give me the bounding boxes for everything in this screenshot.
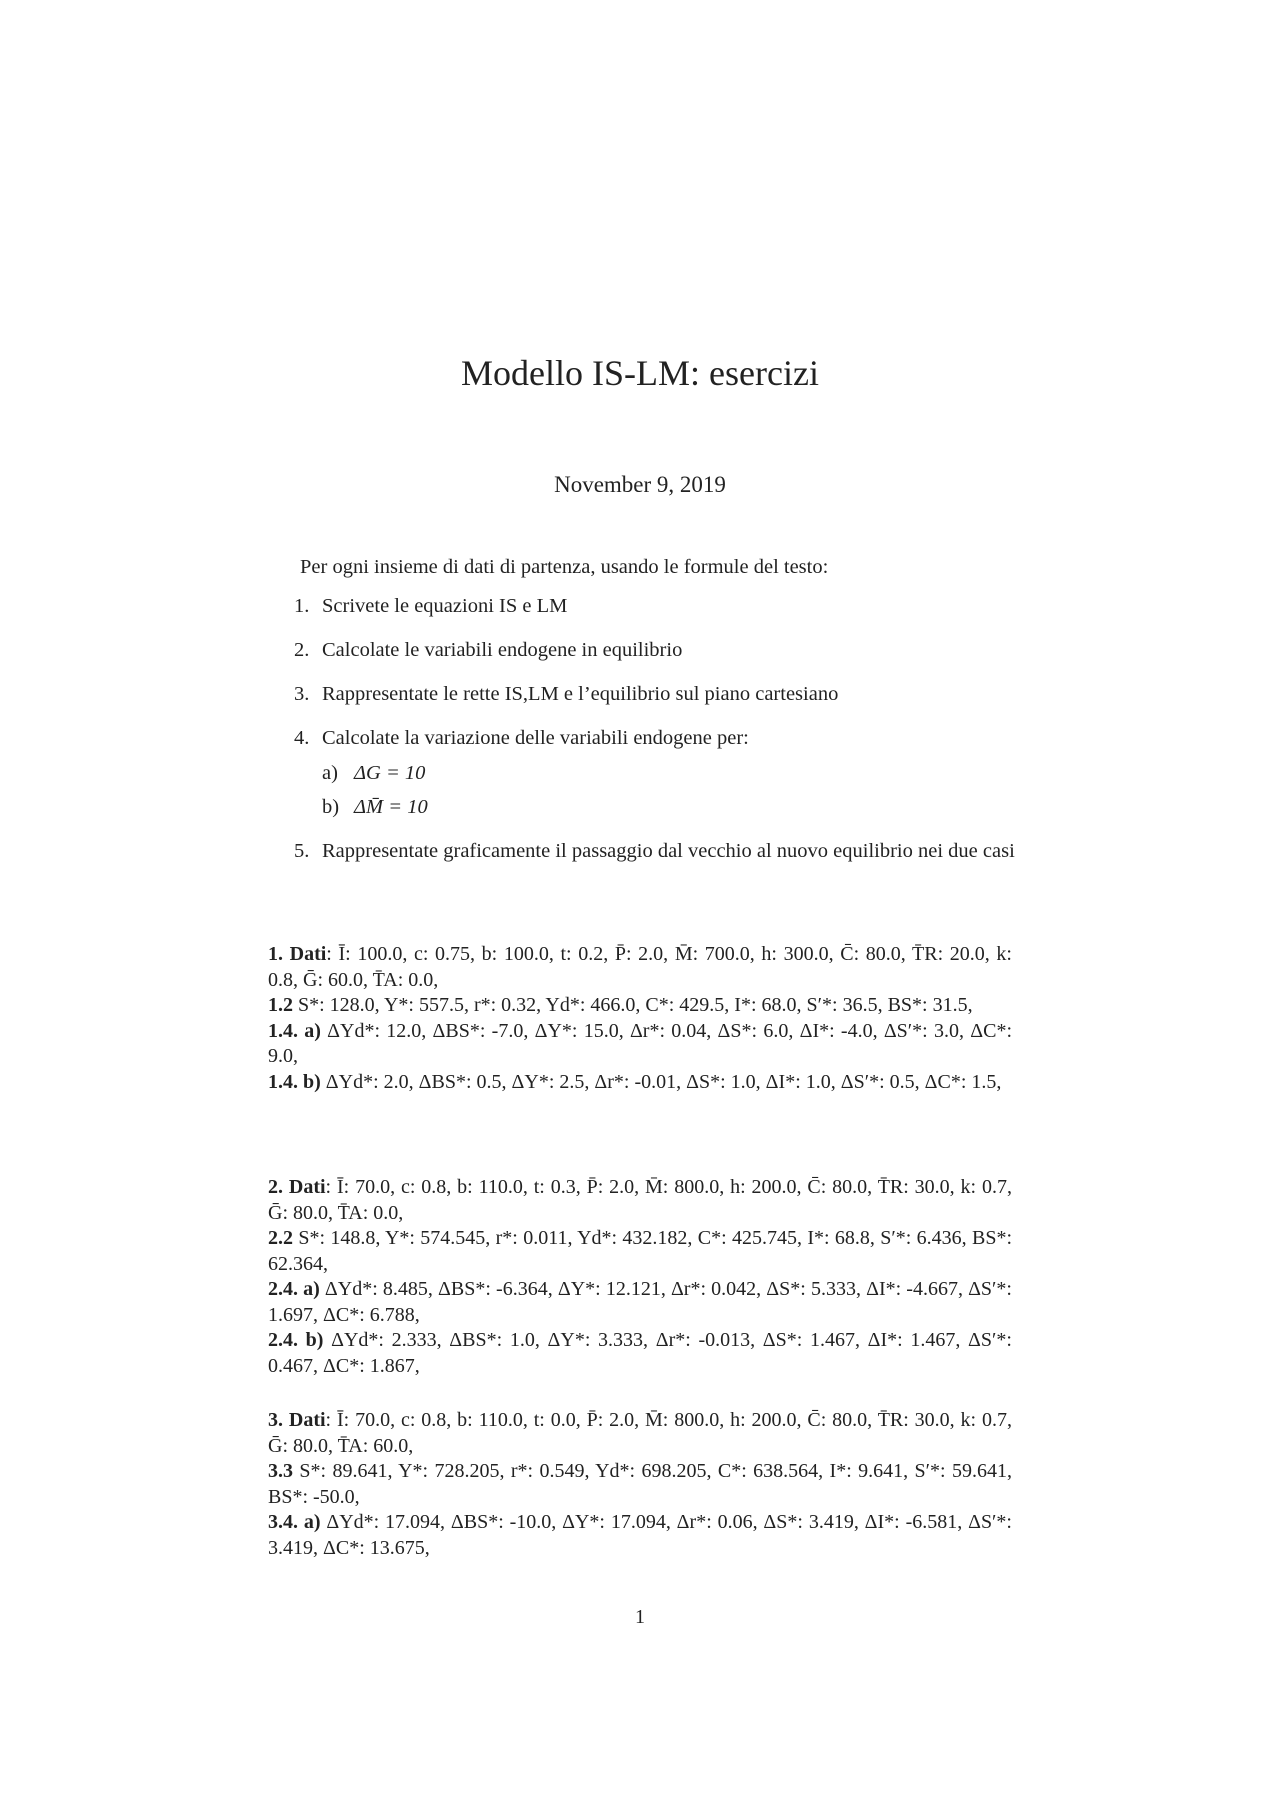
subtask-list bbox=[322, 761, 1020, 820]
task-number: 1. bbox=[294, 595, 310, 617]
task-item bbox=[290, 839, 1020, 864]
task-number: 2. bbox=[294, 639, 310, 661]
exercise-variation-a-heading: 3.4. a) bbox=[268, 1511, 321, 1533]
exercise-data bbox=[268, 942, 1012, 993]
exercise-variation-b-heading: 2.4. b) bbox=[268, 1329, 324, 1351]
task-text: Scrivete le equazioni IS e LM bbox=[322, 595, 568, 617]
exercise-variation-a-values: ΔYd*: 12.0, ΔBS*: -7.0, ΔY*: 15.0, Δr*: 0.04, ΔS*: 6.0, ΔI*: -4.0, ΔS′*: 3.0, ΔC*: 9.0, bbox=[268, 1019, 1012, 1067]
exercise-equilibrium-values: S*: 128.0, Y*: 557.5, r*: 0.32, Yd*: 466.0, C*: 429.5, I*: 68.0, S′*: 36.5, BS*: 31.5, bbox=[293, 994, 973, 1016]
exercise-block bbox=[268, 1408, 1012, 1561]
task-item bbox=[290, 726, 1020, 820]
exercise-data bbox=[268, 1408, 1012, 1459]
subtask-item bbox=[322, 761, 1020, 786]
subtask-item bbox=[322, 795, 1020, 820]
task-number: 4. bbox=[294, 727, 310, 749]
page-number: 1 bbox=[635, 1606, 645, 1628]
task-text: Rappresentate graficamente il passaggio dal vecchio al nuovo equilibrio nei due casi bbox=[322, 840, 1015, 862]
exercise-variation-a-values: ΔYd*: 8.485, ΔBS*: -6.364, ΔY*: 12.121, Δr*: 0.042, ΔS*: 5.333, ΔI*: -4.667, ΔS′*: 1.697, ΔC*: 6.788, bbox=[268, 1278, 1012, 1326]
subtask-label: a) bbox=[322, 762, 338, 784]
exercise-equilibrium-values: S*: 148.8, Y*: 574.545, r*: 0.011, Yd*: 432.182, C*: 425.745, I*: 68.8, S′*: 6.436, BS*: 62.364, bbox=[268, 1227, 1012, 1275]
exercise-equilibrium-heading: 2.2 bbox=[268, 1227, 293, 1249]
exercise-equilibrium bbox=[268, 1226, 1012, 1277]
subtask-label: b) bbox=[322, 796, 340, 818]
exercise-block bbox=[268, 1175, 1012, 1379]
task-text: Rappresentate le rette IS,LM e l’equilibrio sul piano cartesiano bbox=[322, 683, 839, 705]
exercise-variation-a bbox=[268, 1277, 1012, 1328]
exercise-variation-b-heading: 1.4. b) bbox=[268, 1070, 321, 1093]
task-number: 3. bbox=[294, 683, 310, 705]
exercise-data bbox=[268, 1175, 1012, 1226]
exercise-equilibrium bbox=[268, 1459, 1012, 1510]
exercise-equilibrium-heading: 1.2 bbox=[268, 994, 293, 1016]
document-title: Modello IS-LM: esercizi bbox=[461, 353, 819, 393]
exercise-variation-a bbox=[268, 1019, 1012, 1070]
exercise-equilibrium-values: S*: 89.641, Y*: 728.205, r*: 0.549, Yd*: 698.205, C*: 638.564, I*: 9.641, S′*: 59.641, BS*: -50.0, bbox=[268, 1460, 1012, 1508]
exercise-data-heading: 3. Dati bbox=[268, 1409, 326, 1431]
exercise-variation-a-heading: 1.4. a) bbox=[268, 1019, 321, 1042]
exercise-data-values: : Ī: 70.0, c: 0.8, b: 110.0, t: 0.3, P̄: 2.0, M̄: 800.0, h: 200.0, C̄: 80.0, T̄R: 30.0, k: 0.7, Ḡ: 80.0, T̄A: 0.0, bbox=[268, 1176, 1012, 1224]
task-item bbox=[290, 682, 1020, 707]
exercise-variation-b bbox=[268, 1328, 1012, 1379]
task-text: Calcolate la variazione delle variabili endogene per: bbox=[322, 727, 749, 749]
exercise-variation-a-heading: 2.4. a) bbox=[268, 1278, 320, 1300]
exercise-equilibrium bbox=[268, 993, 1012, 1019]
task-list bbox=[290, 594, 1020, 883]
task-item bbox=[290, 594, 1020, 619]
task-number: 5. bbox=[294, 840, 310, 862]
subtask-text: ΔG = 10 bbox=[354, 762, 426, 784]
exercise-data-values: : Ī: 70.0, c: 0.8, b: 110.0, t: 0.0, P̄: 2.0, M̄: 800.0, h: 200.0, C̄: 80.0, T̄R: 30.0, k: 0.7, Ḡ: 80.0, T̄A: 60.0, bbox=[268, 1409, 1012, 1457]
subtask-text: ΔM̄ = 10 bbox=[354, 796, 428, 818]
exercise-variation-b bbox=[268, 1070, 1012, 1096]
exercise-block bbox=[268, 942, 1012, 1095]
task-item bbox=[290, 638, 1020, 663]
task-text: Calcolate le variabili endogene in equilibrio bbox=[322, 639, 683, 661]
exercise-data-heading: 1. Dati bbox=[268, 943, 327, 965]
exercise-variation-a bbox=[268, 1510, 1012, 1561]
exercise-variation-b-values: ΔYd*: 2.333, ΔBS*: 1.0, ΔY*: 3.333, Δr*: -0.013, ΔS*: 1.467, ΔI*: 1.467, ΔS′*: 0.467, ΔC*: 1.867, bbox=[268, 1329, 1012, 1377]
exercise-equilibrium-heading: 3.3 bbox=[268, 1460, 293, 1482]
exercise-data-values: : Ī: 100.0, c: 0.75, b: 100.0, t: 0.2, P̄: 2.0, M̄: 700.0, h: 300.0, C̄: 80.0, T̄R: 20.0, k: 0.8, Ḡ: 60.0, T̄A: 0.0, bbox=[268, 943, 1012, 991]
exercise-variation-a-values: ΔYd*: 17.094, ΔBS*: -10.0, ΔY*: 17.094, Δr*: 0.06, ΔS*: 3.419, ΔI*: -6.581, ΔS′*: 3.419, ΔC*: 13.675, bbox=[268, 1511, 1012, 1559]
exercise-data-heading: 2. Dati bbox=[268, 1176, 326, 1198]
document-date: November 9, 2019 bbox=[554, 472, 726, 497]
exercise-variation-b-values: ΔYd*: 2.0, ΔBS*: 0.5, ΔY*: 2.5, Δr*: -0.01, ΔS*: 1.0, ΔI*: 1.0, ΔS′*: 0.5, ΔC*: 1.5, bbox=[320, 1070, 1002, 1093]
intro-text: Per ogni insieme di dati di partenza, usando le formule del testo: bbox=[300, 556, 829, 578]
